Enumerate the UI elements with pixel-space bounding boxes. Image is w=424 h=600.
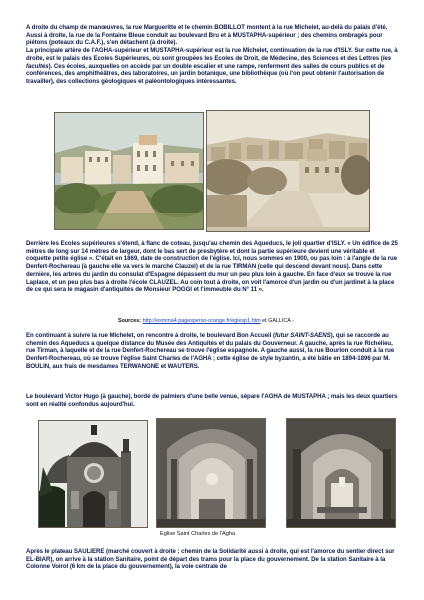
church-caption: Eglise Saint Charles de l'Agha: [160, 531, 236, 537]
facultes-italic: les facultés: [26, 54, 392, 70]
church-nave-photo: [156, 418, 266, 528]
intro-paragraph: [26, 24, 400, 86]
sauliere-paragraph: [26, 548, 400, 578]
church-choir-illustration: [287, 419, 396, 528]
sources-suffix: et GALLICA -: [262, 318, 294, 324]
church-choir-photo: [286, 418, 396, 528]
rue-michelet-text-end: ). Ces écoles, auxquelles on accède par un double escalier et une rampe, renferment des salles de cours publics et de conférences, des amphithéâtres, des laboratoires, un jardin botanique, une bibliothèque (où l'on peut obtenir l'autorisation de travailler), des collections géologiques et paléontologiques intéressantes.: [26, 62, 385, 85]
michelet-text-start: En continuant à suivre la rue Michelet, on rencontre à droite, le boulevard Bon Accueil (: [26, 332, 275, 339]
postcard-palace-photo: [54, 112, 204, 230]
postcard-street-illustration: [207, 111, 370, 232]
postcard-palace-illustration: [55, 113, 204, 230]
sources-label: Sources:: [118, 318, 142, 324]
rue-michelet-text-start: La principale artère de l'AGHA-supérieur et MUSTAPHA-supérieur est la rue Michelet, continuation de la rue d'ISLY. Sur cette rue, à droite, est le palais des Ecoles Supérieures, où sont groupées les Ecoles de Droit, de Médecine, des Sciences et des Lettres (: [26, 47, 398, 62]
church-exterior-photo: [38, 420, 148, 528]
saint-saens-italic: futur SAINT-SAENS: [274, 332, 331, 339]
sauliere-text: Après le plateau SAULIERE (marché couvert à droite ; chemin de la Solidarité aussi à droite, qui est l'amorce du sentier direct sur EL-BIAR), on arrive à la station Sanitaire, point de départ des trams pour la place du gouvernement. De la station Sanitaire à la Colonne Voirol (6 km de la place du gouvernement), la voie centrale de: [26, 548, 395, 571]
michelet-paragraph: [26, 332, 400, 371]
church-nave-illustration: [157, 419, 266, 528]
sources-line: [118, 318, 294, 324]
victor-hugo-text: Le boulevard Victor Hugo (à gauche), bordé de palmiers d'une belle venue, sépare l'AGHA de MUSTAPHA ; mais les deux quartiers sont en réalité confondus aujourd'hui.: [26, 393, 398, 408]
isly-paragraph: [26, 240, 400, 294]
victor-hugo-paragraph: [26, 393, 400, 408]
michelet-text-end: ), qui se raccorde au chemin des Aqueducs a quelque distance du Musée des Antiquités et du palais du Gouverneur. A gauche, après la rue Richelieu, rue Tirman, à laquelle et de la rue Denfert-Rochereau se trouve l'église espagnole. A gauche aussi, la rue Bourlon conduit à la rue Denfert-Rochereau, où se trouve l'église Saint Charles de l'AGHA ; cette église de style byzantin, a été bâtie en 1894-1896 par M. BOULIN, aux frais de mesdames TERWANGNE et WAUTERS.: [26, 332, 395, 370]
church-exterior-illustration: [39, 421, 148, 528]
postcard-street-photo: [206, 110, 370, 232]
intro-text: A droite du champ de manœuvres, la rue Margueritte et le chemin BOBILLOT montent à la rue Michelet, au-delà du palais d'été. Aussi à droite, la rue de la Fontaine Bleue conduit au boulevard Bru et à MUSTAPHA-supérieur ; des chemins ombragés pour piétons (poteaux du C.A.F.), s'en détachent (à droite).: [26, 24, 388, 47]
isly-text: Derrière les Ecoles supérieures s'étend, à flanc de coteau, jusqu'au chemin des Aqueducs, le joli quartier d'ISLY. « Un édifice de 25 mètres de long sur 14 mètres de largeur, dont le bas sert de presbytère et dont la partie supérieure devient une véritable et coquette petite église ». C'était en 1869, date de construction de l'église. Ici, nous sommes en 1900, ou pas loin : à l'angle de la rue Denfert-Rochereau (à gauche elle va vers le marché Clauzel) et de la rue TIRMAN (celle qui descend devant nous). Dans cette dernière, les arbres du jardin du consulat d'Espagne dépassent du mur un peu plus loin à gauche. En face d'eux se trouve la rue Laplace, et un peu plus bas à droite l'école CLAUZEL. Au coin tout à droite, on voit l'amorce d'un jardin ou d'un jardinet à la place de ce qui sera le magasin d'antiquités de Monsieur POGGI et l'immeuble du N° 11 ».: [26, 240, 398, 294]
sources-link[interactable]: http://esmma4.pagesperso-orange.fr/eglesp1.htm: [142, 318, 261, 324]
